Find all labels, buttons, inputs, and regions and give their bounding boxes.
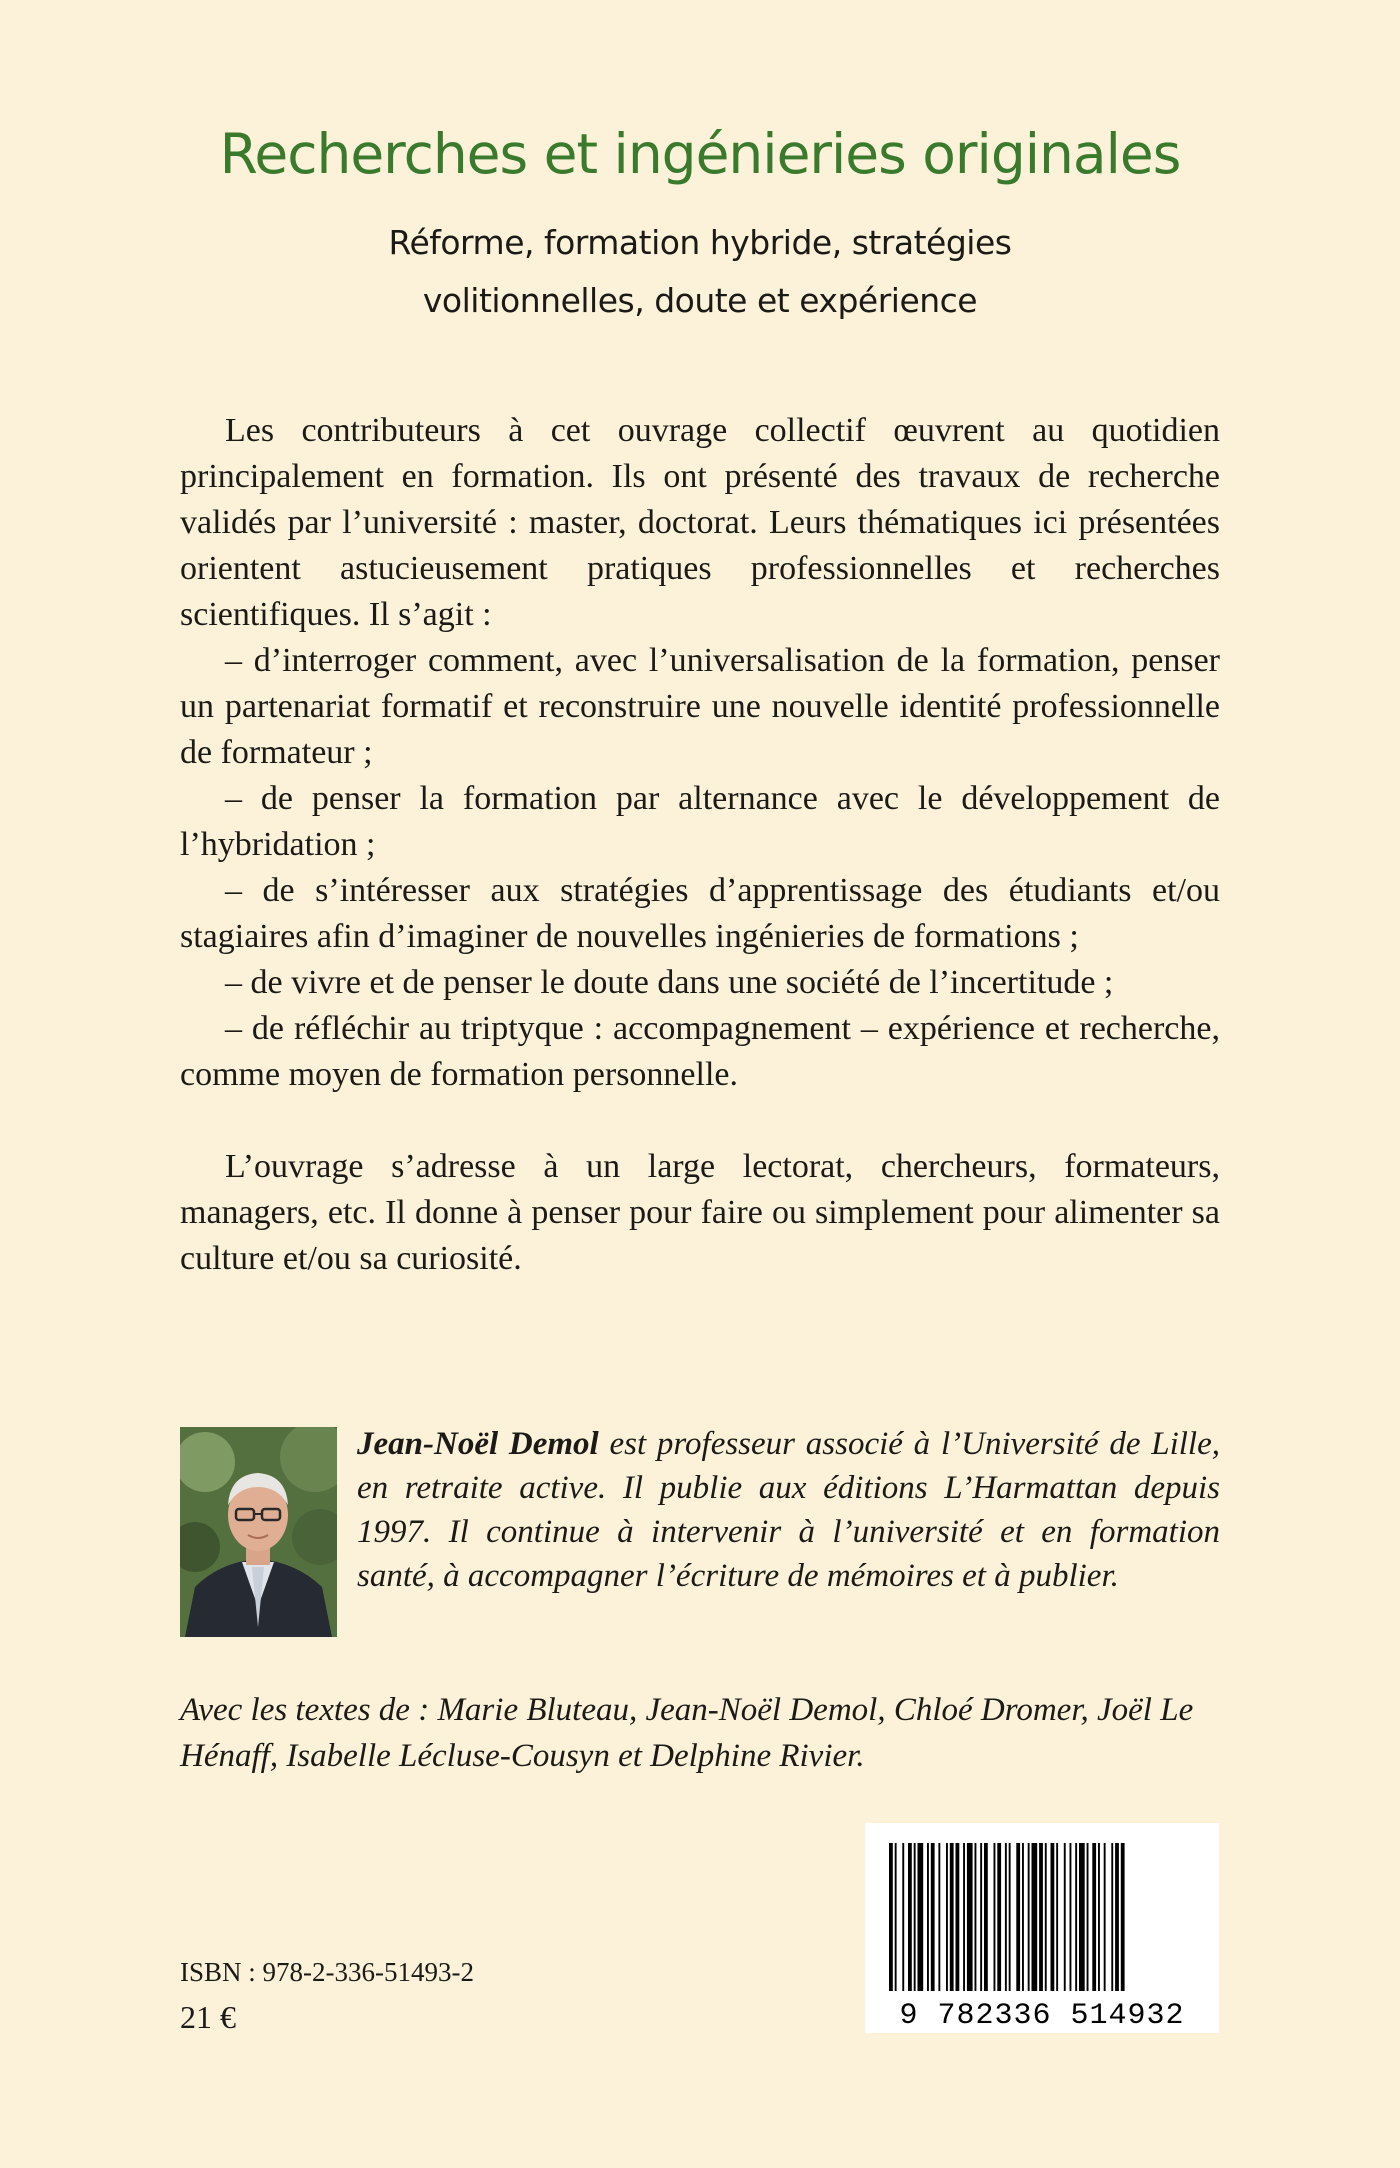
summary-paragraph: Les contributeurs à cet ouvrage collectif œuvrent au quotidien principalement en formation. Ils ont présenté des travaux de recherche validés par l’université : master, doctorat. Leurs thématiques ici présentées orientent astucieusement pratiques professionnelles et recherches scientifiques. Il s’agit : [180, 412, 1220, 633]
summary-item-1: – d’interroger comment, avec l’universalisation de la formation, penser un partenariat formatif et reconstruire une nouvelle identité professionnelle de formateur ; [180, 642, 1220, 771]
author-portrait-image [180, 1427, 337, 1637]
author-bio [357, 1422, 1220, 1598]
subtitle-line-1: Réforme, formation hybride, stratégies [388, 223, 1012, 262]
summary-section [180, 408, 1220, 1098]
price: 21 € [180, 1999, 236, 2035]
audience-section [180, 1144, 1220, 1282]
contributors-list: Avec les textes de : Marie Bluteau, Jean-Noël Demol, Chloé Dromer, Joël Le Hénaff, Isabelle Lécluse-Cousyn et Delphine Rivier. [180, 1692, 1194, 1774]
summary-item-3: – de s’intéresser aux stratégies d’apprentissage des étudiants et/ou stagiaires afin d’imaginer de nouvelles ingénieries de formations ; [180, 872, 1220, 955]
subtitle-line-2: volitionnelles, doute et expérience [422, 281, 978, 320]
isbn: ISBN : 978-2-336-51493-2 [180, 1957, 474, 1987]
author-name: Jean-Noël Demol [357, 1426, 599, 1462]
book-subtitle [0, 214, 1400, 330]
barcode-graphic [865, 1823, 1219, 2033]
barcode [865, 1823, 1219, 2033]
author-photo [180, 1427, 337, 1637]
barcode-bars [889, 1843, 1125, 1991]
summary-item-5: – de réfléchir au triptyque : accompagnement – expérience et recherche, comme moyen de formation personnelle. [180, 1010, 1220, 1093]
barcode-digits: 9 782336 514932 [899, 1999, 1185, 2033]
audience-paragraph: L’ouvrage s’adresse à un large lectorat, chercheurs, formateurs, managers, etc. Il donne à penser pour faire ou simplement pour alimenter sa culture et/ou sa curiosité. [180, 1148, 1220, 1277]
book-title: Recherches et ingénieries originales [219, 122, 1181, 186]
summary-item-4: – de vivre et de penser le doute dans une société de l’incertitude ; [225, 964, 1114, 1001]
summary-item-2: – de penser la formation par alternance avec le développement de l’hybridation ; [180, 780, 1220, 863]
author-bio-text: est professeur associé à l’Université de Lille, en retraite active. Il publie aux éditions L’Harmattan depuis 1997. Il continue à intervenir à l’université et en formation santé, à accompagner l’écriture de mémoires et à publier. [357, 1426, 1220, 1594]
